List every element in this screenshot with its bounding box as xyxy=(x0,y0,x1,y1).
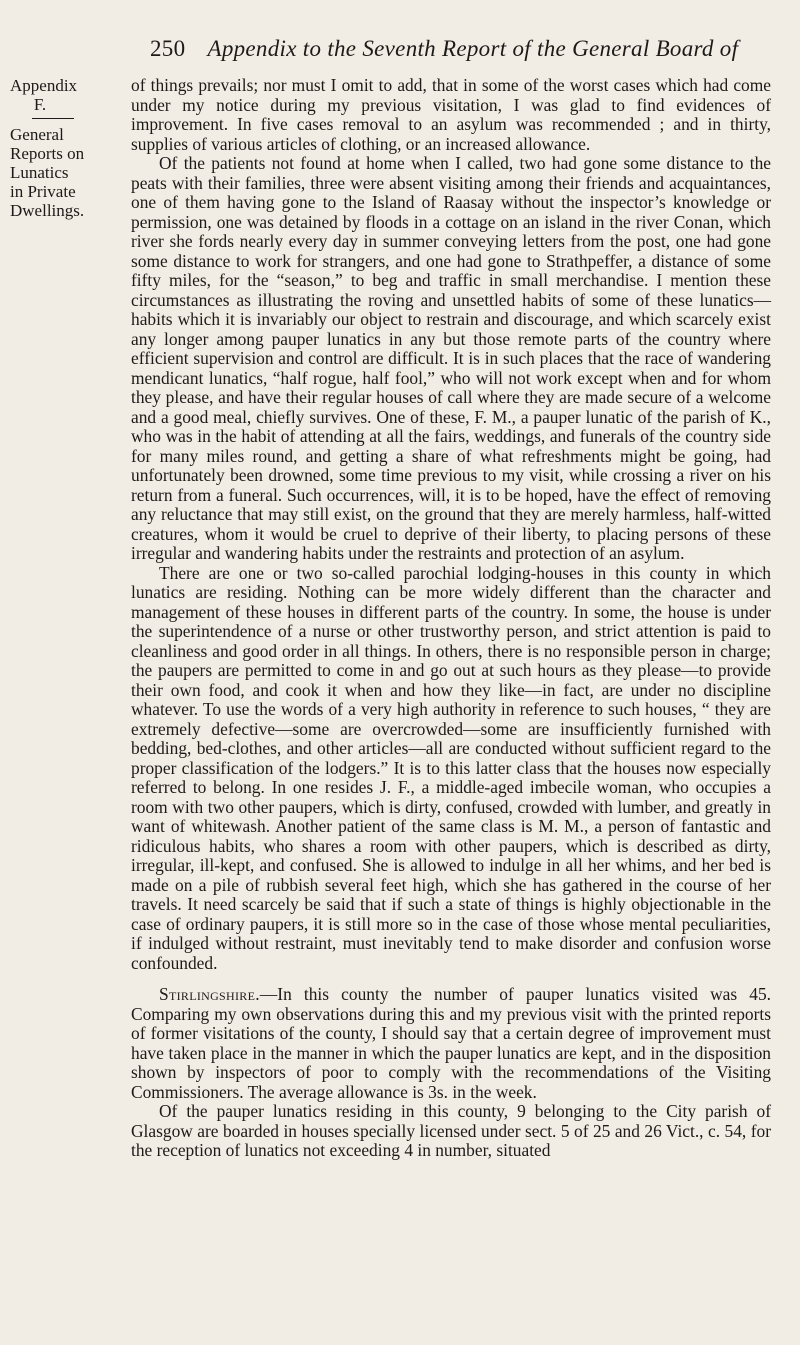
paragraph-3: There are one or two so-called parochial lodging-houses in this county in which lunatics are residing. Nothing can be more widely different than the character and management of these houses in different parts of the country. In some, the house is under the superintendence of a nurse or other trustworthy person, and strict attention is paid to cleanliness and good order in all things. In others, there is no responsible person in charge; the paupers are permitted to come in and go out at such hours as they please—to provide their own food, and cook it when and how they like—in fact, are under no discipline whatever. To use the words of a very high authority in reference to such houses, “ they are extremely defective—some are overcrowded—some are insufficiently furnished with bedding, bed-clothes, and other articles—all are conducted without sufficient regard to the proper classification of the lodgers.” It is to this latter class that the houses now especially referred to belong. In one resides J. F., a middle-aged imbecile woman, who occupies a room with two other paupers, which is dirty, confused, crowded with lumber, and greatly in want of whitewash. Another patient of the same class is M. M., a person of fantastic and ridiculous habits, who shares a room with other paupers, which is described as dirty, irregular, ill-kept, and confused. She is allowed to indulge in all her whims, and her bed is made on a pile of rubbish several feet high, which she has gathered in the course of her travels. It need scarcely be said that if such a state of things is highly objectionable in the case of ordinary paupers, it is still more so in the case of those whose mental peculiarities, if indulged without restraint, must inevitably tend to make disorder and confusion worse confounded. xyxy=(131,562,771,973)
margin-note xyxy=(10,76,130,220)
paragraph-1: of things prevails; nor must I omit to add, that in some of the worst cases which had come under my notice during my previous visitation, I was glad to find evidences of improvement. In five cases removal to an asylum was recommended ; and in thirty, supplies of various articles of clothing, or an increased allowance. xyxy=(131,75,771,154)
paragraph-2: Of the patients not found at home when I called, two had gone some distance to the peats with their families, three were absent visiting among their friends and acquaintances, one of them having gone to the Island of Raasay without the inspector’s knowledge or permission, one was detained by floods in a cottage on an island in the river Conan, which river she fords nearly every day in summer conveying letters from the post, one had gone some distance to work for strangers, and one had gone to Strathpeffer, a distance of some fifty miles, for the “season,” to beg and traffic in small merchandise. I mention these circumstances as illustrating the roving and unsettled habits of some of these lunatics—habits which it is invariably our object to restrain and discourage, and which scarcely exist any longer among pauper lunatics in any but those remote parts of the country where efficient supervision and control are difficult. It is in such places that the race of wandering mendicant lunatics, “half rogue, half fool,” who will not work except when and for whom they please, and have their regular houses of call where they are made secure of a welcome and a good meal, chiefly survives. One of these, F. M., a pauper lunatic of the parish of K., who was in the habit of attending at all the fairs, weddings, and funerals of the country side for many miles round, and getting a share of what refreshments might be going, had unfortunately been drowned, some time previous to my visit, while crossing a river on his return from a funeral. Such occurrences, will, it is to be hoped, have the effect of removing any reluctance that may still exist, on the ground that they are merely harmless, half-witted creatures, whom it would be cruel to deprive of their liberty, to placing persons of these irregular and wandering habits under the restraints and protection of an asylum. xyxy=(131,153,771,563)
margin-rule xyxy=(32,118,74,119)
paragraph-4-text: —In this county the number of pauper lunatics visited was 45. Comparing my own observations during this and my previous visit with the printed reports of former visitations of the county, I should say that a certain degree of improvement must have taken place in the manner in which the pauper lunatics are kept, and in the disposition shown by inspectors of poor to comply with the recommendations of the Visiting Commissioners. The average allowance is 3s. in the week. xyxy=(131,984,771,1102)
margin-note-line: Dwellings. xyxy=(10,201,85,220)
margin-note-line: Lunatics xyxy=(10,163,69,182)
body-text xyxy=(131,76,771,1161)
page-number: 250 xyxy=(150,36,186,61)
margin-note-line: in Private xyxy=(10,182,76,201)
paragraph-4 xyxy=(131,985,771,1102)
running-title: Appendix to the Seventh Report of the General Board of xyxy=(207,36,739,61)
running-header xyxy=(150,36,770,62)
margin-note-line: General xyxy=(10,125,64,144)
section-heading: Stirlingshire. xyxy=(159,984,260,1004)
margin-appendix: Appendix xyxy=(10,76,78,95)
margin-appendix-letter: F. xyxy=(33,95,47,114)
margin-note-line: Reports on xyxy=(10,144,85,163)
paragraph-5: Of the pauper lunatics residing in this county, 9 belonging to the City parish of Glasgow are boarded in houses specially licensed under sect. 5 of 25 and 26 Vict., c. 54, for the reception of lunatics not exceeding 4 in number, situated xyxy=(131,1101,771,1160)
